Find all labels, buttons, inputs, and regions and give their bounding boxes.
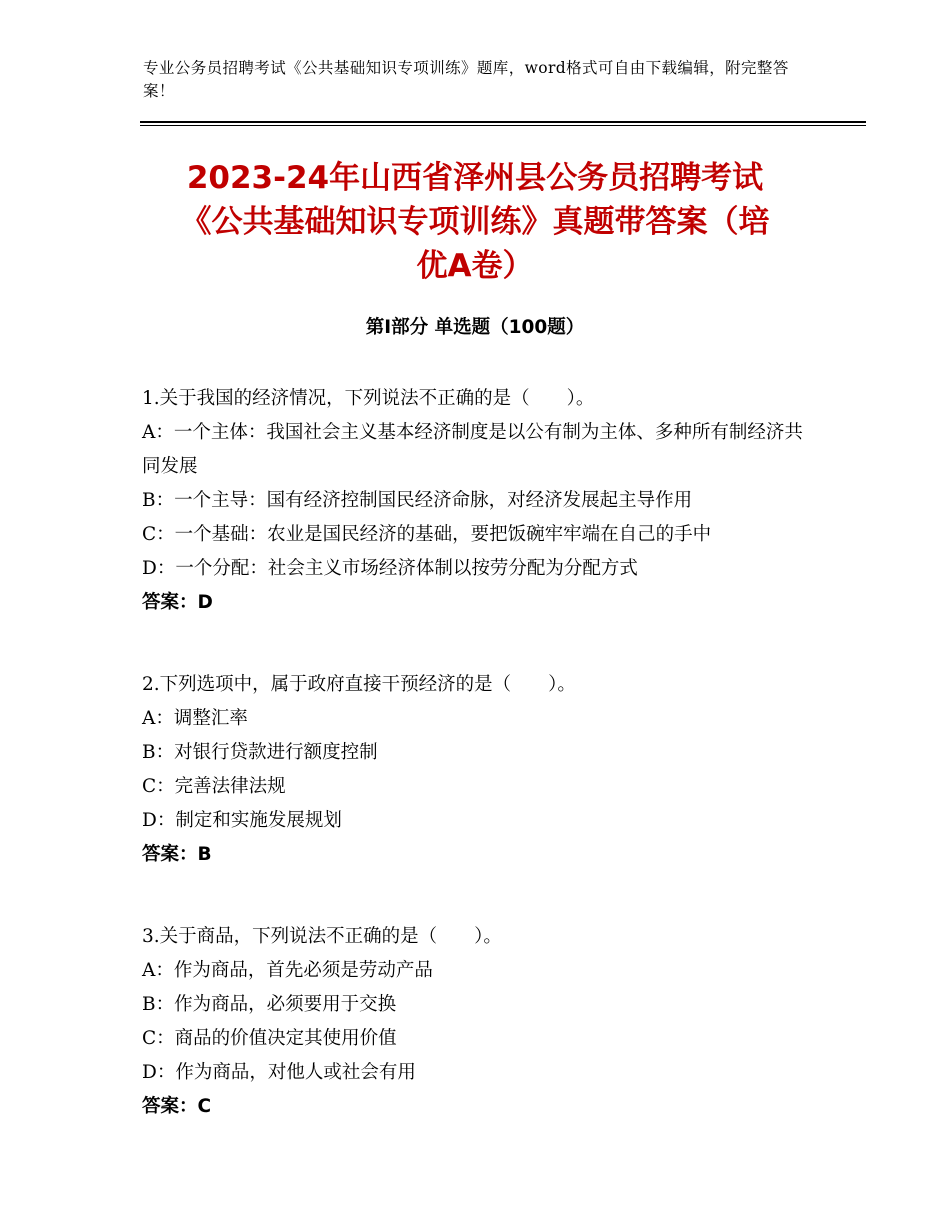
answer: 答案：D	[142, 592, 213, 613]
section-title: 第Ⅰ部分 单选题（100题）	[365, 317, 585, 338]
question-list	[142, 382, 812, 1172]
answer: 答案：B	[142, 844, 212, 865]
option-d: D：一个分配：社会主义市场经济体制以按劳分配为分配方式	[142, 558, 638, 579]
option-b: B：对银行贷款进行额度控制	[142, 742, 378, 763]
title-line-2: 《公共基础知识专项训练》真题带答案（培	[180, 204, 770, 240]
question-stem: 3.关于商品，下列说法不正确的是（ ）。	[142, 926, 502, 947]
question-1	[142, 382, 812, 620]
option-c: C：商品的价值决定其使用价值	[142, 1028, 397, 1049]
option-c: C：一个基础：农业是国民经济的基础，要把饭碗牢牢端在自己的手中	[142, 524, 712, 545]
option-a: A：作为商品，首先必须是劳动产品	[142, 960, 433, 981]
header-rule-thin	[140, 125, 866, 126]
option-d: D：制定和实施发展规划	[142, 810, 342, 831]
option-c: C：完善法律法规	[142, 776, 286, 797]
option-b: B：作为商品，必须要用于交换	[142, 994, 397, 1015]
question-2	[142, 668, 812, 872]
question-3	[142, 920, 812, 1124]
option-d: D：作为商品，对他人或社会有用	[142, 1062, 416, 1083]
title-line-1: 2023-24年山西省泽州县公务员招聘考试	[186, 160, 764, 196]
option-b: B：一个主导：国有经济控制国民经济命脉，对经济发展起主导作用	[142, 490, 693, 511]
header-note: 专业公务员招聘考试《公共基础知识专项训练》题库，word格式可自由下载编辑，附完整答案！	[143, 59, 789, 100]
answer: 答案：C	[142, 1096, 212, 1117]
header-rule-thick	[140, 121, 866, 123]
option-a: A：一个主体：我国社会主义基本经济制度是以公有制为主体、多种所有制经济共同发展	[142, 422, 803, 477]
option-a: A：调整汇率	[142, 708, 248, 729]
question-stem: 2.下列选项中，属于政府直接干预经济的是（ ）。	[142, 674, 576, 695]
question-stem: 1.关于我国的经济情况，下列说法不正确的是（ ）。	[142, 388, 595, 409]
document-title	[140, 156, 810, 288]
title-line-3: 优A卷）	[416, 248, 534, 284]
